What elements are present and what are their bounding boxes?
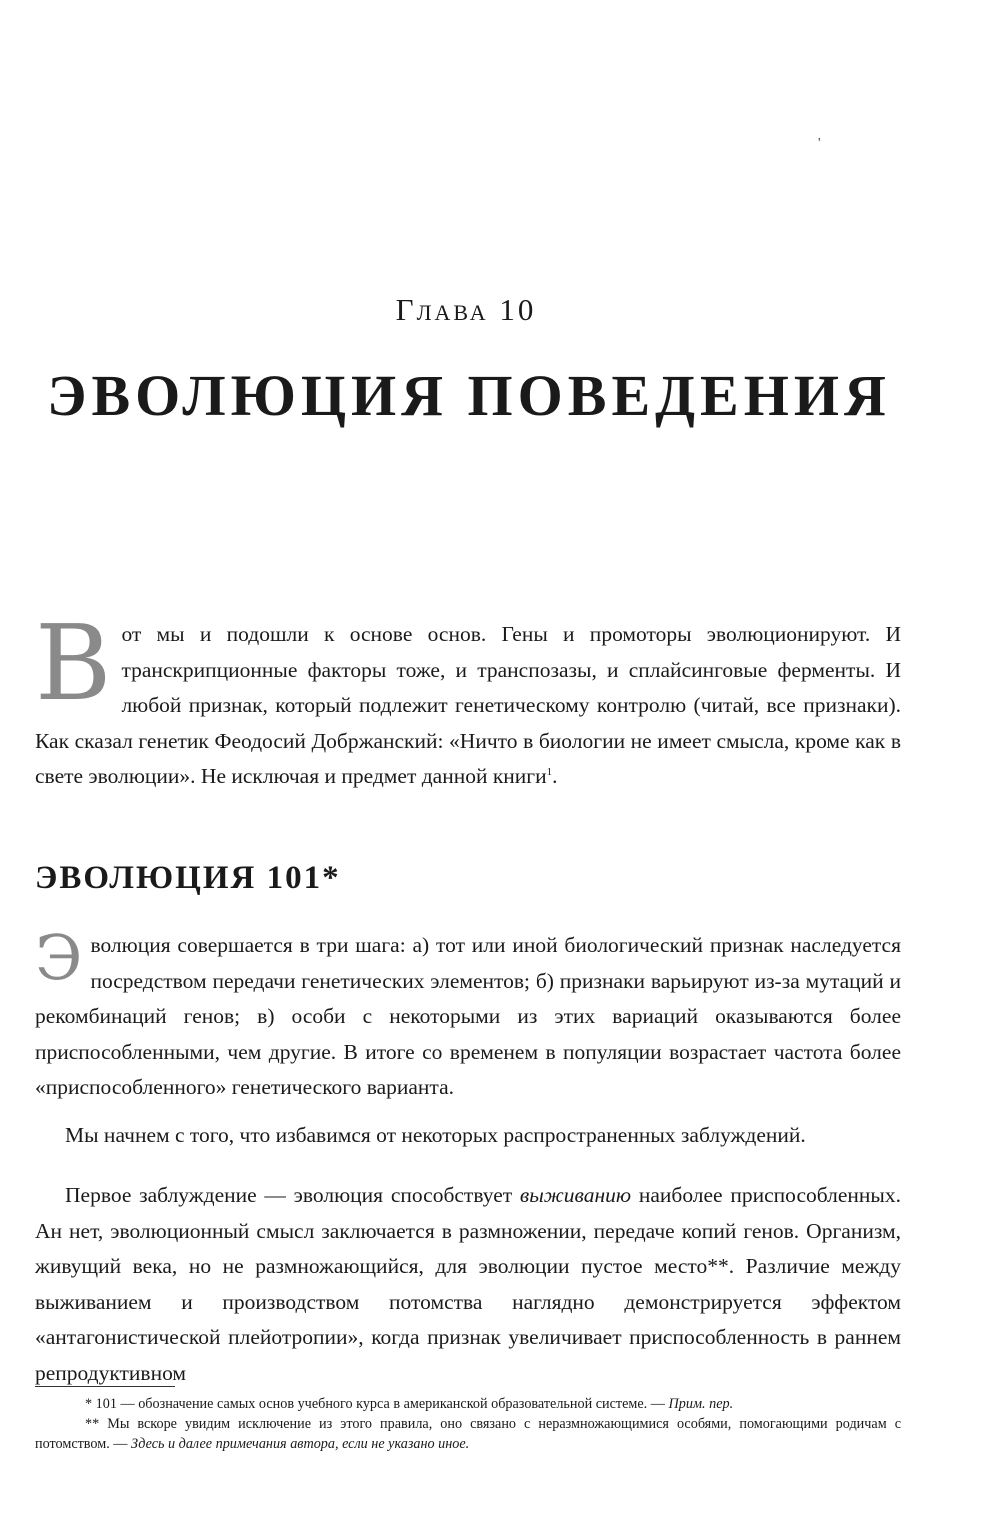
footnote-2-mark: ** <box>85 1416 100 1432</box>
footnote-1 <box>35 1394 901 1414</box>
intro-dropcap: В <box>35 602 112 724</box>
chapter-label: Глава 10 <box>395 292 537 327</box>
stray-mark: ' <box>818 136 821 151</box>
footnote-1-emphasis: Прим. пер. <box>668 1396 734 1412</box>
intro-end: . <box>552 764 558 788</box>
footnote-1-mark: * <box>85 1396 93 1412</box>
first-myth-text-a: Первое заблуждение — эволюция способствует <box>65 1183 520 1207</box>
footnote-2-text: Мы вскоре увидим исключение из этого правила, оно связано с неразмножающимися особями, помогающими родичам с потомством. — <box>35 1416 901 1452</box>
first-myth-emphasis: выживанию <box>519 1183 632 1207</box>
intro-note-ref: 1 <box>546 765 553 778</box>
evolution-paragraph <box>35 921 901 1106</box>
footnote-1-text: 101 — обозначение самых основ учебного курса в американской образовательной системе. — <box>92 1396 669 1412</box>
intro-text: от мы и подошли к основе основ. Гены и промоторы эволюционируют. И транскрипционные факторы тоже, и транспозазы, и сплайсинговые ферменты. И любой признак, который подлежит генетическому контролю (читай, все признаки). Как сказал генетик Феодосий Добржанский: «Ничто в биологии не имеет смысла, кроме как в свете эволюции». Не исключая и предмет данной книги <box>35 622 901 788</box>
footnote-divider <box>35 1386 175 1387</box>
myths-paragraph: Мы начнем с того, что избавимся от некоторых распространенных заблуждений. <box>65 1123 806 1147</box>
chapter-title: ЭВОЛЮЦИЯ ПОВЕДЕНИЯ <box>47 363 891 428</box>
footnotes <box>35 1394 901 1454</box>
section-title: ЭВОЛЮЦИЯ 101* <box>35 860 341 896</box>
intro-paragraph <box>35 602 901 795</box>
evolution-dropcap: Э <box>35 921 83 994</box>
first-myth-text-b: наиболее приспособленных. Ан нет, эволюционный смысл заключается в размножении, передаче копий генов. Организм, живущий века, но не размножающийся, для эволюции пустое место**. Различие между выживанием и производством потомства наглядно демонстрируется эффектом «антагонистической плейотропии», когда признак увеличивает приспособленность в раннем репродуктивном <box>35 1183 901 1385</box>
footnote-2-emphasis: Здесь и далее примечания автора, если не указано иное. <box>131 1436 470 1452</box>
footnote-2 <box>35 1414 901 1454</box>
evolution-text: волюция совершается в три шага: а) тот или иной биологический признак наследуется посредством передачи генетических элементов; б) признаки варьируют из-за мутаций и рекомбинаций генов; в) особи с некоторыми из этих вариаций оказываются более приспособленными, чем другие. В итоге со временем в популяции возрастает частота более «приспособленного» генетического варианта. <box>35 933 901 1099</box>
first-myth-paragraph <box>35 1178 901 1391</box>
